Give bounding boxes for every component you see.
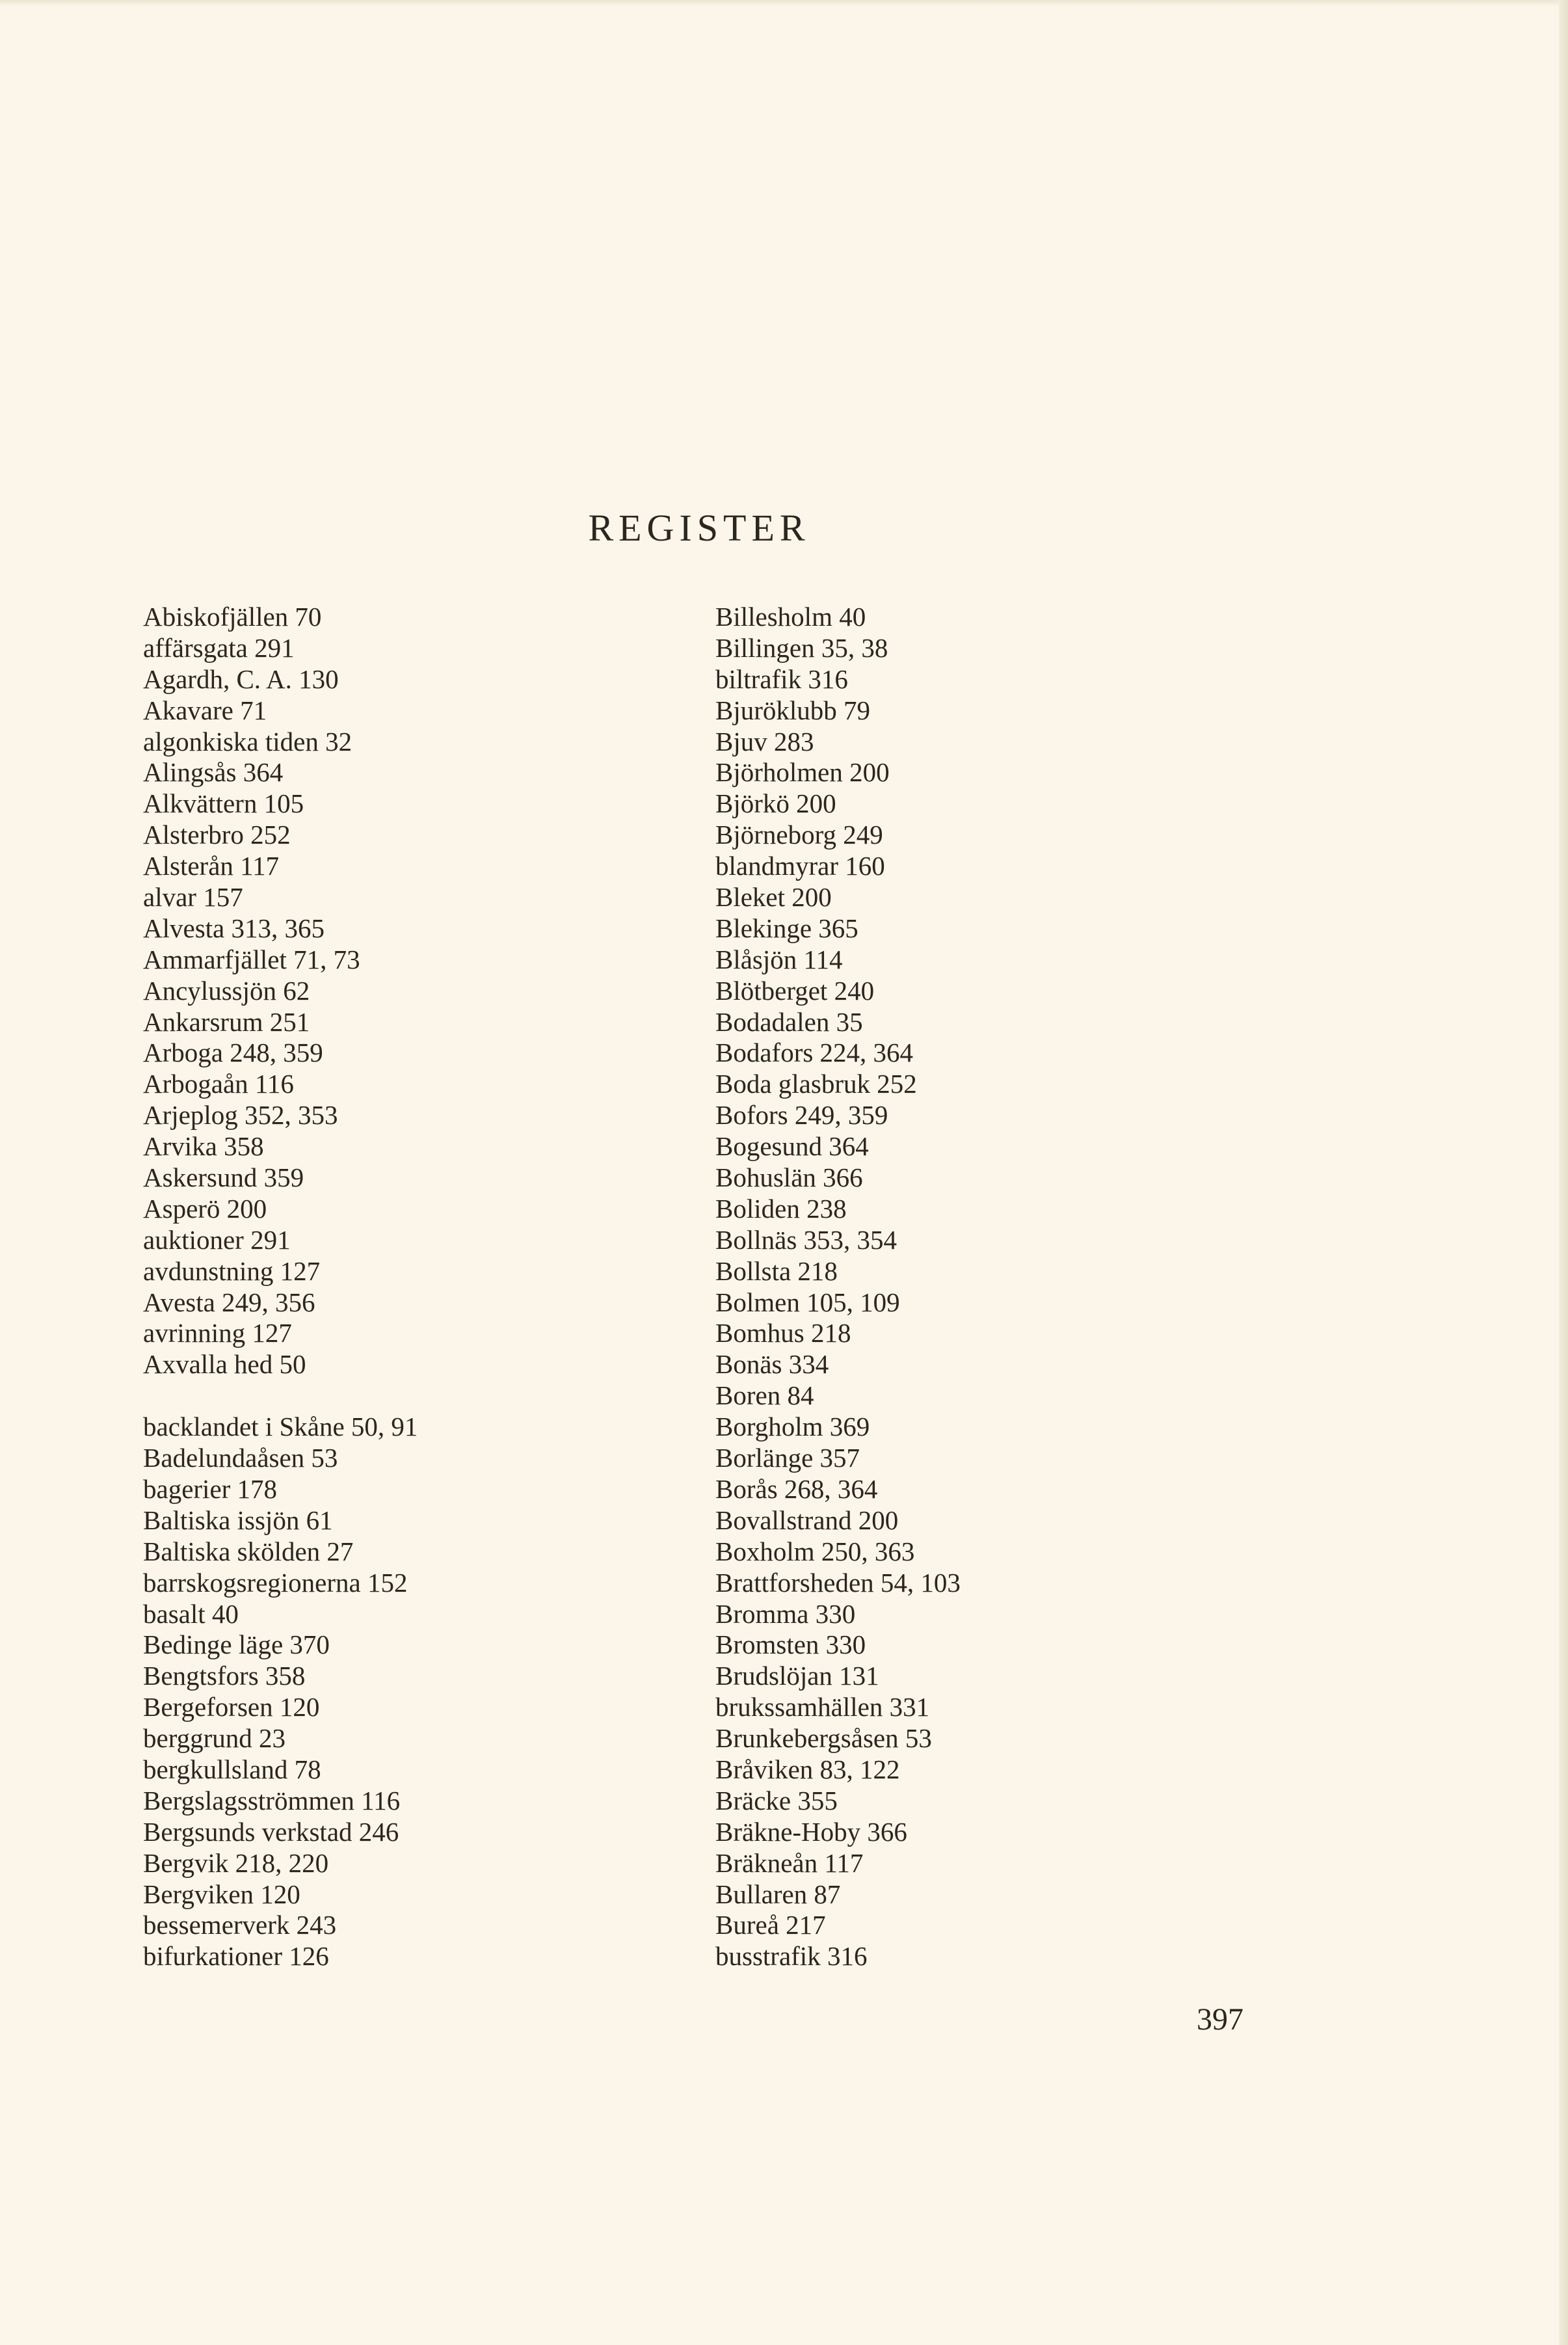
index-entry: Bovallstrand 200 (715, 1505, 899, 1535)
page-right-edge (1559, 0, 1568, 2345)
index-entry: backlandet i Skåne 50, 91 (143, 1412, 418, 1442)
index-entry: Borås 268, 364 (715, 1473, 878, 1504)
index-entry: Bjuröklubb 79 (715, 695, 871, 725)
index-entry: Billingen 35, 38 (715, 632, 888, 663)
index-entry: Baltiska skölden 27 (143, 1536, 354, 1566)
index-entry: Bullaren 87 (715, 1879, 841, 1909)
index-entry: berggrund 23 (143, 1723, 286, 1754)
index-entry: Alvesta 313, 365 (143, 913, 325, 943)
index-entry: Akavare 71 (143, 695, 267, 725)
index-entry: Boren 84 (715, 1380, 814, 1411)
index-entry: Bergviken 120 (143, 1879, 300, 1909)
index-entry: Abiskofjällen 70 (143, 602, 322, 632)
index-entry: bagerier 178 (143, 1473, 278, 1504)
index-entry: Alsterån 117 (143, 851, 280, 881)
index-entry: Bedinge läge 370 (143, 1629, 330, 1660)
index-entry: Asperö 200 (143, 1193, 267, 1224)
index-entry: auktioner 291 (143, 1224, 291, 1255)
index-entry: busstrafik 316 (715, 1941, 868, 1972)
index-entry: Bräcke 355 (715, 1785, 838, 1816)
index-entry: blandmyrar 160 (715, 851, 885, 881)
index-entry: Boliden 238 (715, 1193, 847, 1224)
index-entry: Bergvik 218, 220 (143, 1847, 329, 1878)
index-entry: Bodafors 224, 364 (715, 1038, 914, 1068)
index-entry: Bomhus 218 (715, 1318, 851, 1348)
index-entry: Agardh, C. A. 130 (143, 663, 339, 694)
index-entry: Axvalla hed 50 (143, 1349, 306, 1380)
index-entry: Bodadalen 35 (715, 1006, 863, 1037)
section-gap (143, 1380, 418, 1412)
index-entry: Blekinge 365 (715, 913, 858, 943)
page-top-edge (0, 0, 1568, 7)
index-entry: Badelundaåsen 53 (143, 1443, 338, 1473)
index-entry: Bogesund 364 (715, 1131, 869, 1162)
index-entry: Avesta 249, 356 (143, 1287, 315, 1317)
index-entry: Arbogaån 116 (143, 1069, 294, 1099)
index-entry: Bohuslän 366 (715, 1162, 863, 1193)
index-entry: alvar 157 (143, 882, 243, 913)
index-entry: Ankarsrum 251 (143, 1006, 310, 1037)
index-entry: Bergeforsen 120 (143, 1692, 320, 1722)
index-entry: Ancylussjön 62 (143, 975, 310, 1006)
index-entry: Bräkne-Hoby 366 (715, 1816, 907, 1847)
index-entry: Bromsten 330 (715, 1629, 866, 1660)
index-entry: Alsterbro 252 (143, 820, 291, 850)
index-entry: Blötberget 240 (715, 975, 875, 1006)
index-entry: Bollsta 218 (715, 1255, 838, 1286)
index-entry: Alkvättern 105 (143, 788, 304, 819)
index-entry: Arjeplog 352, 353 (143, 1100, 338, 1131)
index-column-left (143, 602, 418, 1972)
index-entry: Björkö 200 (715, 788, 836, 819)
index-entry: Bergsunds verkstad 246 (143, 1816, 399, 1847)
index-entry: Ammarfjället 71, 73 (143, 944, 360, 974)
index-entry: Bureå 217 (715, 1910, 826, 1940)
index-entry: bessemerverk 243 (143, 1910, 337, 1940)
index-entry: Boxholm 250, 363 (715, 1536, 915, 1566)
index-entry: brukssamhällen 331 (715, 1692, 930, 1722)
index-entry: Björneborg 249 (715, 820, 883, 850)
index-entry: Bengtsfors 358 (143, 1661, 306, 1691)
index-entry: Bolmen 105, 109 (715, 1287, 900, 1317)
index-entry: bifurkationer 126 (143, 1941, 329, 1972)
index-entry: Bräkneån 117 (715, 1847, 864, 1878)
index-entry: Brudslöjan 131 (715, 1661, 879, 1691)
index-entry: Bjuv 283 (715, 726, 814, 757)
index-entry: Bollnäs 353, 354 (715, 1224, 897, 1255)
index-entry: Bleket 200 (715, 882, 832, 913)
index-entry: Askersund 359 (143, 1162, 304, 1193)
page-title: REGISTER (588, 507, 810, 549)
index-entry: Baltiska issjön 61 (143, 1505, 333, 1535)
index-entry: Bofors 249, 359 (715, 1100, 888, 1131)
index-column-right (715, 602, 961, 1972)
index-entry: Björholmen 200 (715, 757, 890, 788)
index-entry: Arvika 358 (143, 1131, 264, 1162)
index-entry: avdunstning 127 (143, 1255, 321, 1286)
index-entry: bergkullsland 78 (143, 1754, 321, 1784)
page-number: 397 (1197, 2002, 1243, 2037)
index-entry: Bergslagsströmmen 116 (143, 1785, 401, 1816)
index-entry: Blåsjön 114 (715, 944, 843, 974)
index-entry: affärsgata 291 (143, 632, 295, 663)
index-entry: Billesholm 40 (715, 602, 866, 632)
index-entry: Arboga 248, 359 (143, 1038, 323, 1068)
index-entry: biltrafik 316 (715, 663, 848, 694)
index-entry: Brunkebergsåsen 53 (715, 1723, 932, 1754)
index-entry: Bråviken 83, 122 (715, 1754, 900, 1784)
index-entry: barrskogsregionerna 152 (143, 1567, 408, 1598)
index-entry: Alingsås 364 (143, 757, 284, 788)
index-entry: Bromma 330 (715, 1598, 856, 1629)
index-entry: Brattforsheden 54, 103 (715, 1567, 961, 1598)
index-entry: avrinning 127 (143, 1318, 292, 1348)
index-entry: Boda glasbruk 252 (715, 1069, 917, 1099)
index-entry: Borgholm 369 (715, 1412, 870, 1442)
index-entry: basalt 40 (143, 1598, 239, 1629)
index-entry: Bonäs 334 (715, 1349, 829, 1380)
index-entry: Borlänge 357 (715, 1443, 860, 1473)
index-entry: algonkiska tiden 32 (143, 726, 352, 757)
